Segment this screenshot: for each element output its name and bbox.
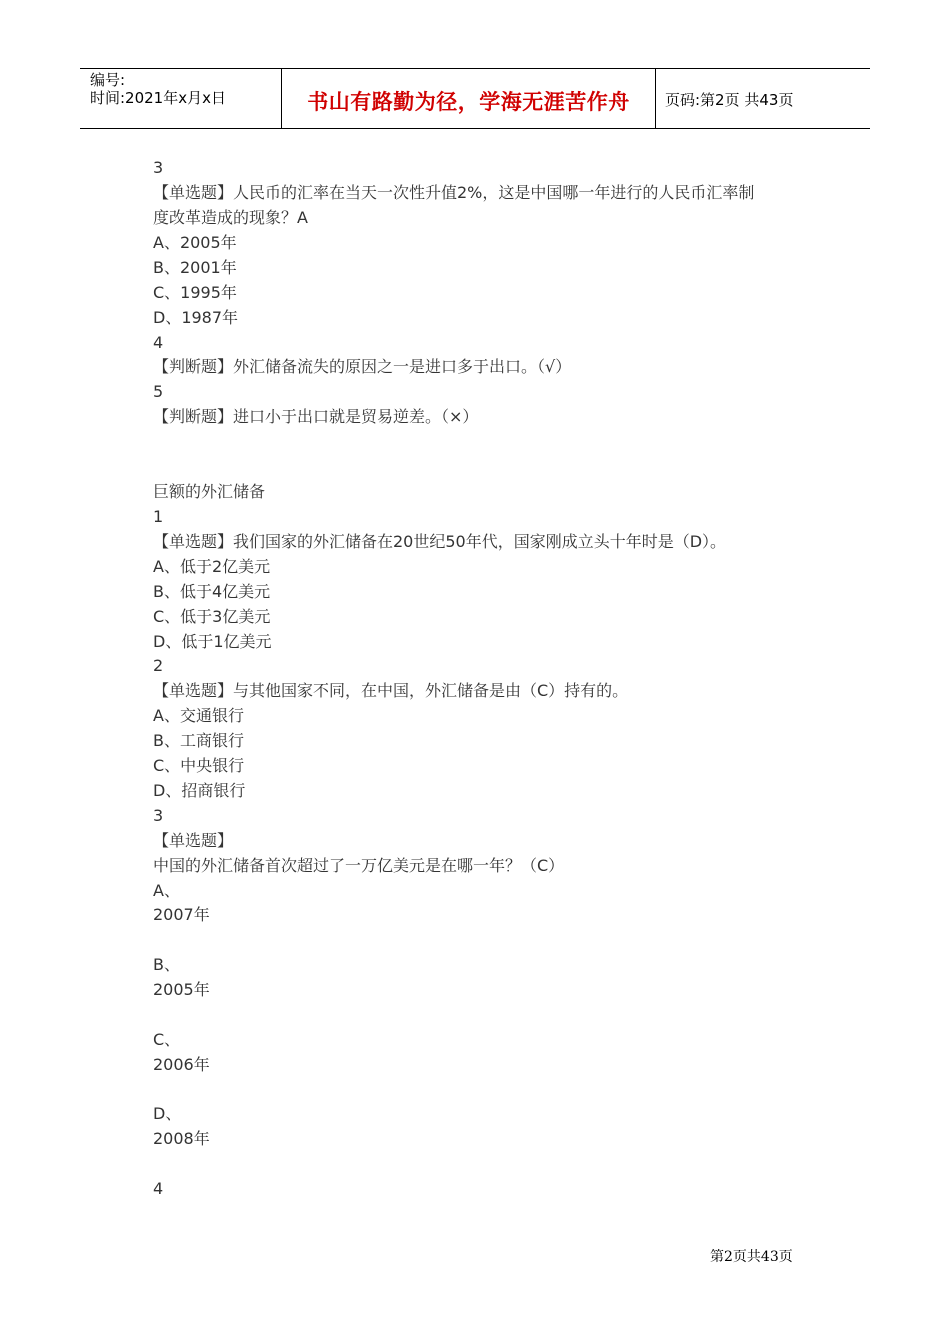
answer-option: A、交通银行 — [153, 706, 244, 725]
answer-option-letter: D、 — [153, 1104, 182, 1123]
answer-option-letter: A、 — [153, 881, 180, 900]
document-date: 时间:2021年x月x日 — [90, 89, 226, 107]
question-text: 中国的外汇储备首次超过了一万亿美元是在哪一年？（C） — [153, 856, 565, 875]
question-number: 4 — [153, 1179, 164, 1198]
question-text: 【单选题】与其他国家不同，在中国，外汇储备是由（C）持有的。 — [153, 681, 629, 700]
page-header-table — [80, 68, 870, 129]
question-number: 4 — [153, 333, 164, 352]
page-footer: 第2页共43页 — [710, 1249, 793, 1265]
answer-option: B、工商银行 — [153, 731, 244, 750]
question-type: 【单选题】 — [153, 831, 234, 850]
answer-option-value: 2007年 — [153, 905, 210, 924]
answer-option: A、2005年 — [153, 233, 237, 252]
answer-option: D、低于1亿美元 — [153, 632, 272, 651]
answer-option: B、低于4亿美元 — [153, 582, 271, 601]
section-heading: 巨额的外汇储备 — [153, 482, 266, 501]
question-text: 【判断题】进口小于出口就是贸易逆差。（×） — [153, 407, 479, 426]
question-text: 【判断题】外汇储备流失的原因之一是进口多于出口。（√） — [153, 357, 572, 376]
document-number-label: 编号: — [90, 71, 126, 89]
header-page-number: 页码:第2页 共43页 — [665, 91, 794, 109]
question-number: 2 — [153, 656, 164, 675]
question-number: 3 — [153, 806, 164, 825]
answer-option-value: 2006年 — [153, 1055, 210, 1074]
question-text: 【单选题】人民币的汇率在当天一次性升值2%，这是中国哪一年进行的人民币汇率制 — [153, 183, 755, 202]
question-text-continued: 度改革造成的现象？A — [153, 208, 308, 227]
header-page-cell — [656, 69, 870, 128]
answer-option: C、1995年 — [153, 283, 237, 302]
answer-option: D、1987年 — [153, 308, 239, 327]
answer-option-letter: C、 — [153, 1030, 181, 1049]
answer-option: D、招商银行 — [153, 781, 246, 800]
question-text: 【单选题】我们国家的外汇储备在20世纪50年代，国家刚成立头十年时是（D）。 — [153, 532, 727, 551]
answer-option-value: 2008年 — [153, 1129, 210, 1148]
answer-option-value: 2005年 — [153, 980, 210, 999]
question-number: 3 — [153, 158, 164, 177]
header-motto: 书山有路勤为径，学海无涯苦作舟 — [307, 90, 630, 114]
header-meta-cell — [80, 69, 282, 128]
header-motto-cell — [282, 69, 656, 128]
answer-option-letter: B、 — [153, 955, 180, 974]
question-number: 1 — [153, 507, 164, 526]
answer-option: C、中央银行 — [153, 756, 245, 775]
answer-option: B、2001年 — [153, 258, 237, 277]
answer-option: C、低于3亿美元 — [153, 607, 271, 626]
question-number: 5 — [153, 382, 164, 401]
answer-option: A、低于2亿美元 — [153, 557, 271, 576]
